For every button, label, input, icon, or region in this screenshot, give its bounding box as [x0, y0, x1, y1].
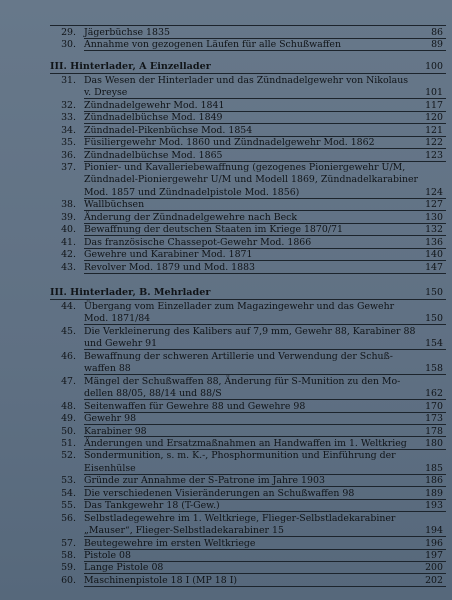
entry-page-number: 136 — [425, 236, 443, 248]
entry-title: dellen 88/05, 88/14 und 88/S — [84, 388, 222, 400]
entry-page-number: 89 — [431, 39, 443, 51]
entry-page-number: 124 — [425, 186, 443, 198]
entry-number: 32 . — [50, 100, 76, 112]
entry-number: 44 . — [50, 301, 76, 313]
entry-title: Das Wesen der Hinterlader und das Zündnadelgewehr von Nikolaus — [84, 74, 409, 86]
entry-number: 35 . — [50, 137, 76, 149]
entry-title: waffen 88 — [84, 363, 131, 375]
section-heading-page: 150 — [425, 287, 443, 299]
entry-number: 53 . — [50, 475, 76, 487]
entry-page-number: 189 — [425, 487, 443, 499]
entry-number: 52 . — [50, 450, 76, 462]
section-heading-text: III. Hinterlader, B. Mehrlader — [50, 287, 211, 299]
entry-number: 60 . — [50, 575, 76, 587]
separator-line — [84, 50, 446, 51]
entry-number: 58 . — [50, 550, 76, 562]
entry-title: Die verschiedenen Visieränderungen an Schußwaffen 98 — [84, 487, 355, 499]
entry-title: Seitenwaffen für Gewehre 88 und Gewehre 98 — [84, 400, 306, 412]
entry-title: Die Verkleinerung des Kalibers auf 7,9 mm, Gewehr 88, Karabiner 88 — [84, 325, 416, 337]
entry-number: 41 . — [50, 237, 76, 249]
entry-page-number: 86 — [431, 27, 443, 38]
entry-title: Lange Pistole 08 — [84, 562, 164, 574]
entry-number: 51 . — [50, 438, 76, 450]
separator-line — [84, 586, 446, 587]
entry-page-number: 197 — [425, 550, 443, 561]
entry-title: Selbstladegewehre im 1. Weltkriege, Flieger-Selbstladekarabiner — [84, 512, 396, 524]
entry-title: Bewaffnung der deutschen Staaten im Kriege 1870/71 — [84, 224, 343, 236]
entry-page-number: 162 — [425, 388, 443, 400]
entry-number: 42 . — [50, 249, 76, 261]
entry-page-number: 121 — [425, 124, 443, 136]
entry-number: 29 . — [50, 27, 76, 39]
entry-title: Eisenhülse — [84, 462, 136, 474]
entry-number: 39 . — [50, 212, 76, 224]
entry-number: 55 . — [50, 500, 76, 512]
entry-title: Änderungen und Ersatzmaßnahmen an Handwaffen im 1. Weltkrieg — [84, 437, 407, 449]
entry-page-number: 127 — [425, 199, 443, 211]
entry-title: Zündnadel-Pioniergewehr U/M und Modell 1869, Zündnadelkarabiner — [84, 174, 419, 186]
entry-title: und Gewehr 91 — [84, 338, 158, 350]
entry-number: 33 . — [50, 112, 76, 124]
entry-title: Pistole 08 — [84, 550, 131, 561]
entry-number: 37 . — [50, 162, 76, 174]
entry-number: 54 . — [50, 488, 76, 500]
entry-title: Bewaffnung der schweren Artillerie und Verwendung der Schuß- — [84, 350, 393, 362]
entry-title: Maschinenpistole 18 I (MP 18 I) — [84, 574, 238, 586]
entry-page-number: 180 — [425, 437, 443, 449]
entry-number: 47 . — [50, 376, 76, 388]
entry-title: Annahme von gezogenen Läufen für alle Schußwaffen — [84, 39, 341, 51]
entry-number: 34 . — [50, 125, 76, 137]
entry-number: 49 . — [50, 413, 76, 425]
entry-title: Zündnadelbüchse Mod. 1865 — [84, 149, 223, 161]
entry-title: Beutegewehre im ersten Weltkriege — [84, 537, 256, 549]
section-heading-page: 100 — [425, 60, 443, 72]
entry-title: Karabiner 98 — [84, 425, 147, 437]
entry-number: 57 . — [50, 538, 76, 550]
entry-title: Übergang vom Einzellader zum Magazingewehr und das Gewehr — [84, 301, 395, 312]
entry-title: Gewehr 98 — [84, 413, 137, 425]
entry-title: Mod. 1871/84 — [84, 313, 151, 325]
entry-page-number: 132 — [425, 224, 443, 236]
entry-page-number: 173 — [425, 413, 443, 425]
entry-page-number: 130 — [425, 211, 443, 223]
separator-line — [50, 73, 446, 74]
separator-line — [84, 549, 446, 550]
entry-title: Sondermunition, s. m. K.-, Phosphormunition und Einführung der — [84, 450, 396, 462]
entry-number: 46 . — [50, 351, 76, 363]
entry-number: 56 . — [50, 513, 76, 525]
entry-number: 31 . — [50, 75, 76, 87]
entry-page-number: 147 — [425, 261, 443, 273]
entry-number: 30 . — [50, 39, 76, 51]
entry-title: Zündnadel-Pikenbüchse Mod. 1854 — [84, 124, 253, 136]
entry-page-number: 202 — [425, 574, 443, 586]
entry-title: Füsiliergewehr Mod. 1860 und Zündnadelgewehr Mod. 1862 — [84, 137, 375, 149]
entry-page-number: 123 — [425, 149, 443, 161]
entry-title: Zündnadelbüchse Mod. 1849 — [84, 112, 223, 124]
separator-line — [50, 25, 446, 26]
entry-number: 45 . — [50, 326, 76, 338]
entry-page-number: 140 — [425, 249, 443, 261]
entry-title: Wallbüchsen — [84, 199, 145, 211]
entry-page-number: 185 — [425, 462, 443, 474]
entry-title: Revolver Mod. 1879 und Mod. 1883 — [84, 261, 256, 273]
separator-line — [84, 412, 446, 413]
entry-page-number: 158 — [425, 363, 443, 375]
entry-page-number: 117 — [425, 99, 443, 111]
entry-title: Pionier- und Kavalleriebewaffnung (gezogenes Pioniergewehr U/M, — [84, 162, 406, 173]
entry-page-number: 193 — [425, 500, 443, 512]
entry-number: 48 . — [50, 401, 76, 413]
entry-title: Zündnadelgewehr Mod. 1841 — [84, 99, 225, 111]
entry-page-number: 178 — [425, 425, 443, 437]
entry-page-number: 120 — [425, 112, 443, 124]
entry-title: Das Tankgewehr 18 (T-Gew.) — [84, 500, 220, 512]
entry-page-number: 196 — [425, 537, 443, 549]
entry-number: 43 . — [50, 262, 76, 274]
entry-title: „Mauser“, Flieger-Selbstladekarabiner 15 — [84, 525, 284, 537]
section-heading-text: III. Hinterlader, A Einzellader — [50, 60, 211, 72]
entry-number: 38 . — [50, 199, 76, 211]
separator-line — [50, 299, 446, 300]
entry-page-number: 122 — [425, 137, 443, 149]
entry-page-number: 170 — [425, 400, 443, 412]
entry-page-number: 200 — [425, 562, 443, 574]
entry-page-number: 154 — [425, 338, 443, 350]
entry-page-number: 101 — [425, 87, 443, 99]
entry-page-number: 194 — [425, 525, 443, 537]
entry-number: 59 . — [50, 562, 76, 574]
entry-page-number: 186 — [425, 475, 443, 487]
entry-title: Gründe zur Annahme der S-Patrone im Jahre 1903 — [84, 475, 325, 487]
entry-number: 36 . — [50, 150, 76, 162]
entry-page-number: 150 — [425, 313, 443, 325]
separator-line — [84, 273, 446, 274]
entry-title: Gewehre und Karabiner Mod. 1871 — [84, 249, 253, 261]
entry-number: 40 . — [50, 224, 76, 236]
entry-number: 50 . — [50, 426, 76, 438]
entry-title: Das französische Chassepot-Gewehr Mod. 1866 — [84, 236, 312, 248]
entry-title: Änderung der Zündnadelgewehre nach Beck — [84, 211, 298, 223]
entry-title: Mod. 1857 und Zündnadelpistole Mod. 1856) — [84, 186, 300, 198]
entry-title: Jägerbüchse 1835 — [84, 27, 170, 38]
entry-title: v. Dreyse — [84, 87, 128, 99]
entry-title: Mängel der Schußwaffen 88, Änderung für S-Munition zu den Mo- — [84, 375, 401, 387]
